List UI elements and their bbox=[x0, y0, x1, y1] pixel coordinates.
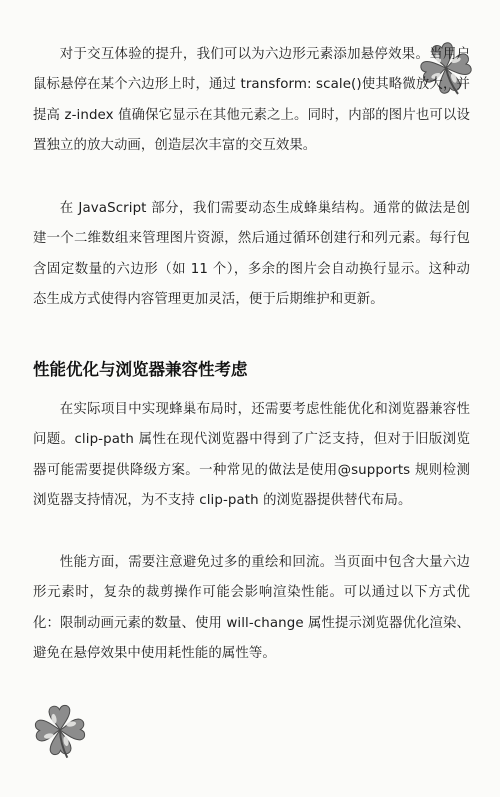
paragraph-javascript-generation: 在 JavaScript 部分，我们需要动态生成蜂巢结构。通常的做法是创建一个二维数组来管理图片资源，然后通过循环创建行和列元素。每行包含固定数量的六边形（如 11 个），多余的图片会自动换行显示。这种动态生成方式使得内容管理更加灵活，便于后期维护和更新。 bbox=[33, 201, 470, 308]
paragraph-hover-effects: 对于交互体验的提升，我们可以为六边形元素添加悬停效果。当用户鼠标悬停在某个六边形上时，通过 transform: scale()使其略微放大，并提高 z-index 值确保它显示在其他元素之上。同时，内部的图片也可以设置独立的放大动画，创造层次丰富的交互效果。 bbox=[33, 47, 470, 154]
clover-icon bbox=[28, 700, 92, 764]
section-heading: 性能优化与浏览器兼容性考虑 bbox=[33, 360, 248, 379]
paragraph-compatibility: 在实际项目中实现蜂巢布局时，还需要考虑性能优化和浏览器兼容性问题。clip-path 属性在现代浏览器中得到了广泛支持，但对于旧版浏览器可能需要提供降级方案。一种常见的做法是使用@supports 规则检测浏览器支持情况，为不支持 clip-path 的浏览器提供替代布局。 bbox=[33, 402, 470, 509]
paragraph-performance: 性能方面，需要注意避免过多的重绘和回流。当页面中包含大量六边形元素时，复杂的裁剪操作可能会影响渲染性能。可以通过以下方式优化：限制动画元素的数量、使用 will-change 属性提示浏览器优化渲染、避免在悬停效果中使用耗性能的属性等。 bbox=[33, 555, 470, 662]
